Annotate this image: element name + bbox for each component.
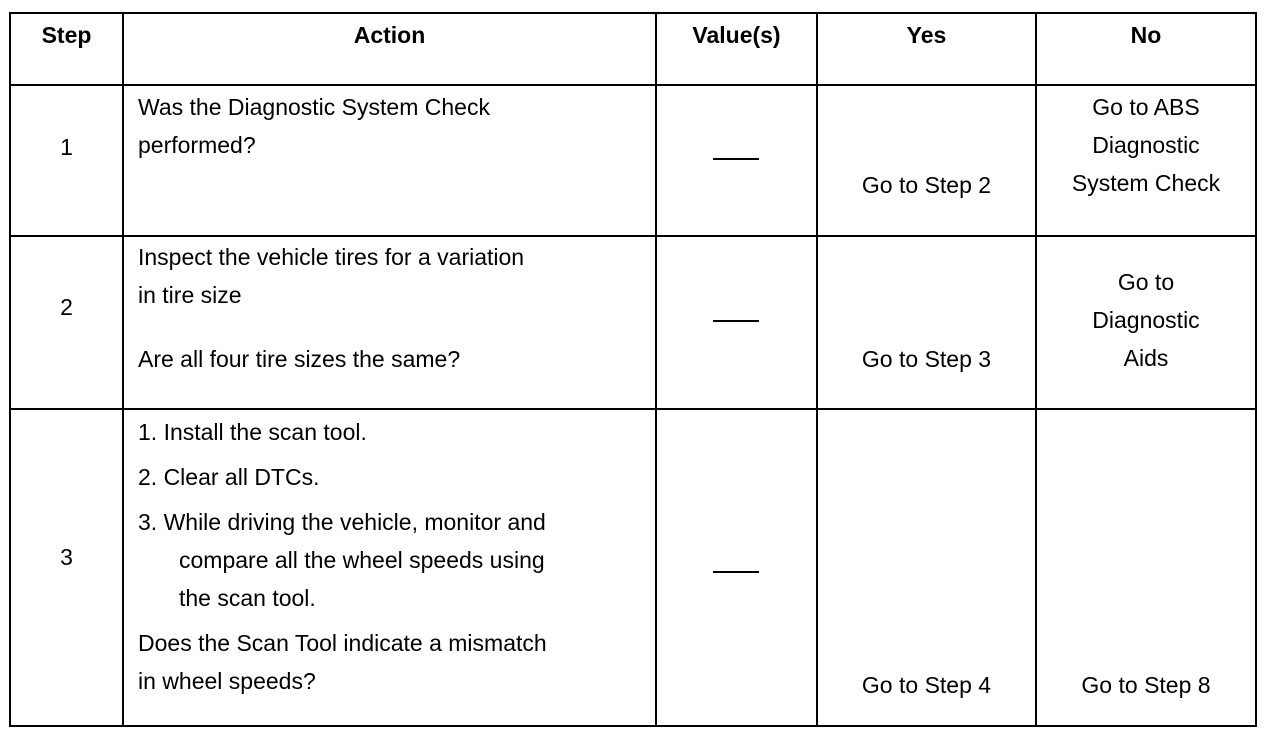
row-3-step: 3 [60, 544, 73, 570]
column-divider [122, 12, 124, 727]
row-3-action [138, 413, 653, 700]
table-border-bottom [9, 725, 1257, 727]
action-question: in wheel speeds? [138, 668, 316, 694]
row-3-no: Go to Step 8 [1081, 672, 1211, 698]
action-question: Does the Scan Tool indicate a mismatch [138, 630, 547, 656]
header-no: No [1130, 22, 1162, 48]
no-line: Diagnostic [1092, 132, 1200, 158]
row-1-step: 1 [60, 134, 73, 160]
action-line: Inspect the vehicle tires for a variation [138, 244, 525, 270]
action-item-1: 1. Install the scan tool. [138, 419, 367, 445]
row-divider [9, 408, 1257, 410]
row-1-value-dash [713, 158, 759, 160]
row-2-step: 2 [60, 294, 73, 320]
header-values: Value(s) [692, 22, 781, 48]
action-question: Are all four tire sizes the same? [138, 346, 461, 372]
action-line: in tire size [138, 282, 242, 308]
header-action: Action [353, 22, 426, 48]
no-line: Go to [1117, 269, 1175, 295]
column-divider [655, 12, 657, 727]
action-line: performed? [138, 132, 256, 158]
table-border-left [9, 12, 11, 727]
row-1-yes: Go to Step 2 [861, 172, 992, 198]
row-3-yes: Go to Step 4 [861, 672, 992, 698]
row-2-yes: Go to Step 3 [861, 346, 992, 372]
no-line: Aids [1123, 345, 1169, 371]
row-2-action [138, 238, 653, 378]
action-item-2: 2. Clear all DTCs. [138, 464, 320, 490]
row-divider [9, 235, 1257, 237]
row-1-action [138, 88, 653, 164]
no-line: System Check [1071, 170, 1221, 196]
row-2-no [1037, 263, 1255, 377]
action-line: Was the Diagnostic System Check [138, 94, 490, 120]
action-item-3: 3. While driving the vehicle, monitor and [138, 509, 546, 535]
row-1-no [1037, 88, 1255, 202]
action-item-3-cont: compare all the wheel speeds using [179, 547, 545, 573]
table-border-top [9, 12, 1257, 14]
no-line: Diagnostic [1092, 307, 1200, 333]
row-3-value-dash [713, 571, 759, 573]
table-border-right [1255, 12, 1257, 727]
no-line: Go to ABS [1092, 94, 1200, 120]
header-divider [9, 84, 1257, 86]
action-item-3-cont: the scan tool. [179, 585, 316, 611]
row-2-value-dash [713, 320, 759, 322]
header-yes: Yes [906, 22, 947, 48]
header-step: Step [41, 22, 92, 48]
